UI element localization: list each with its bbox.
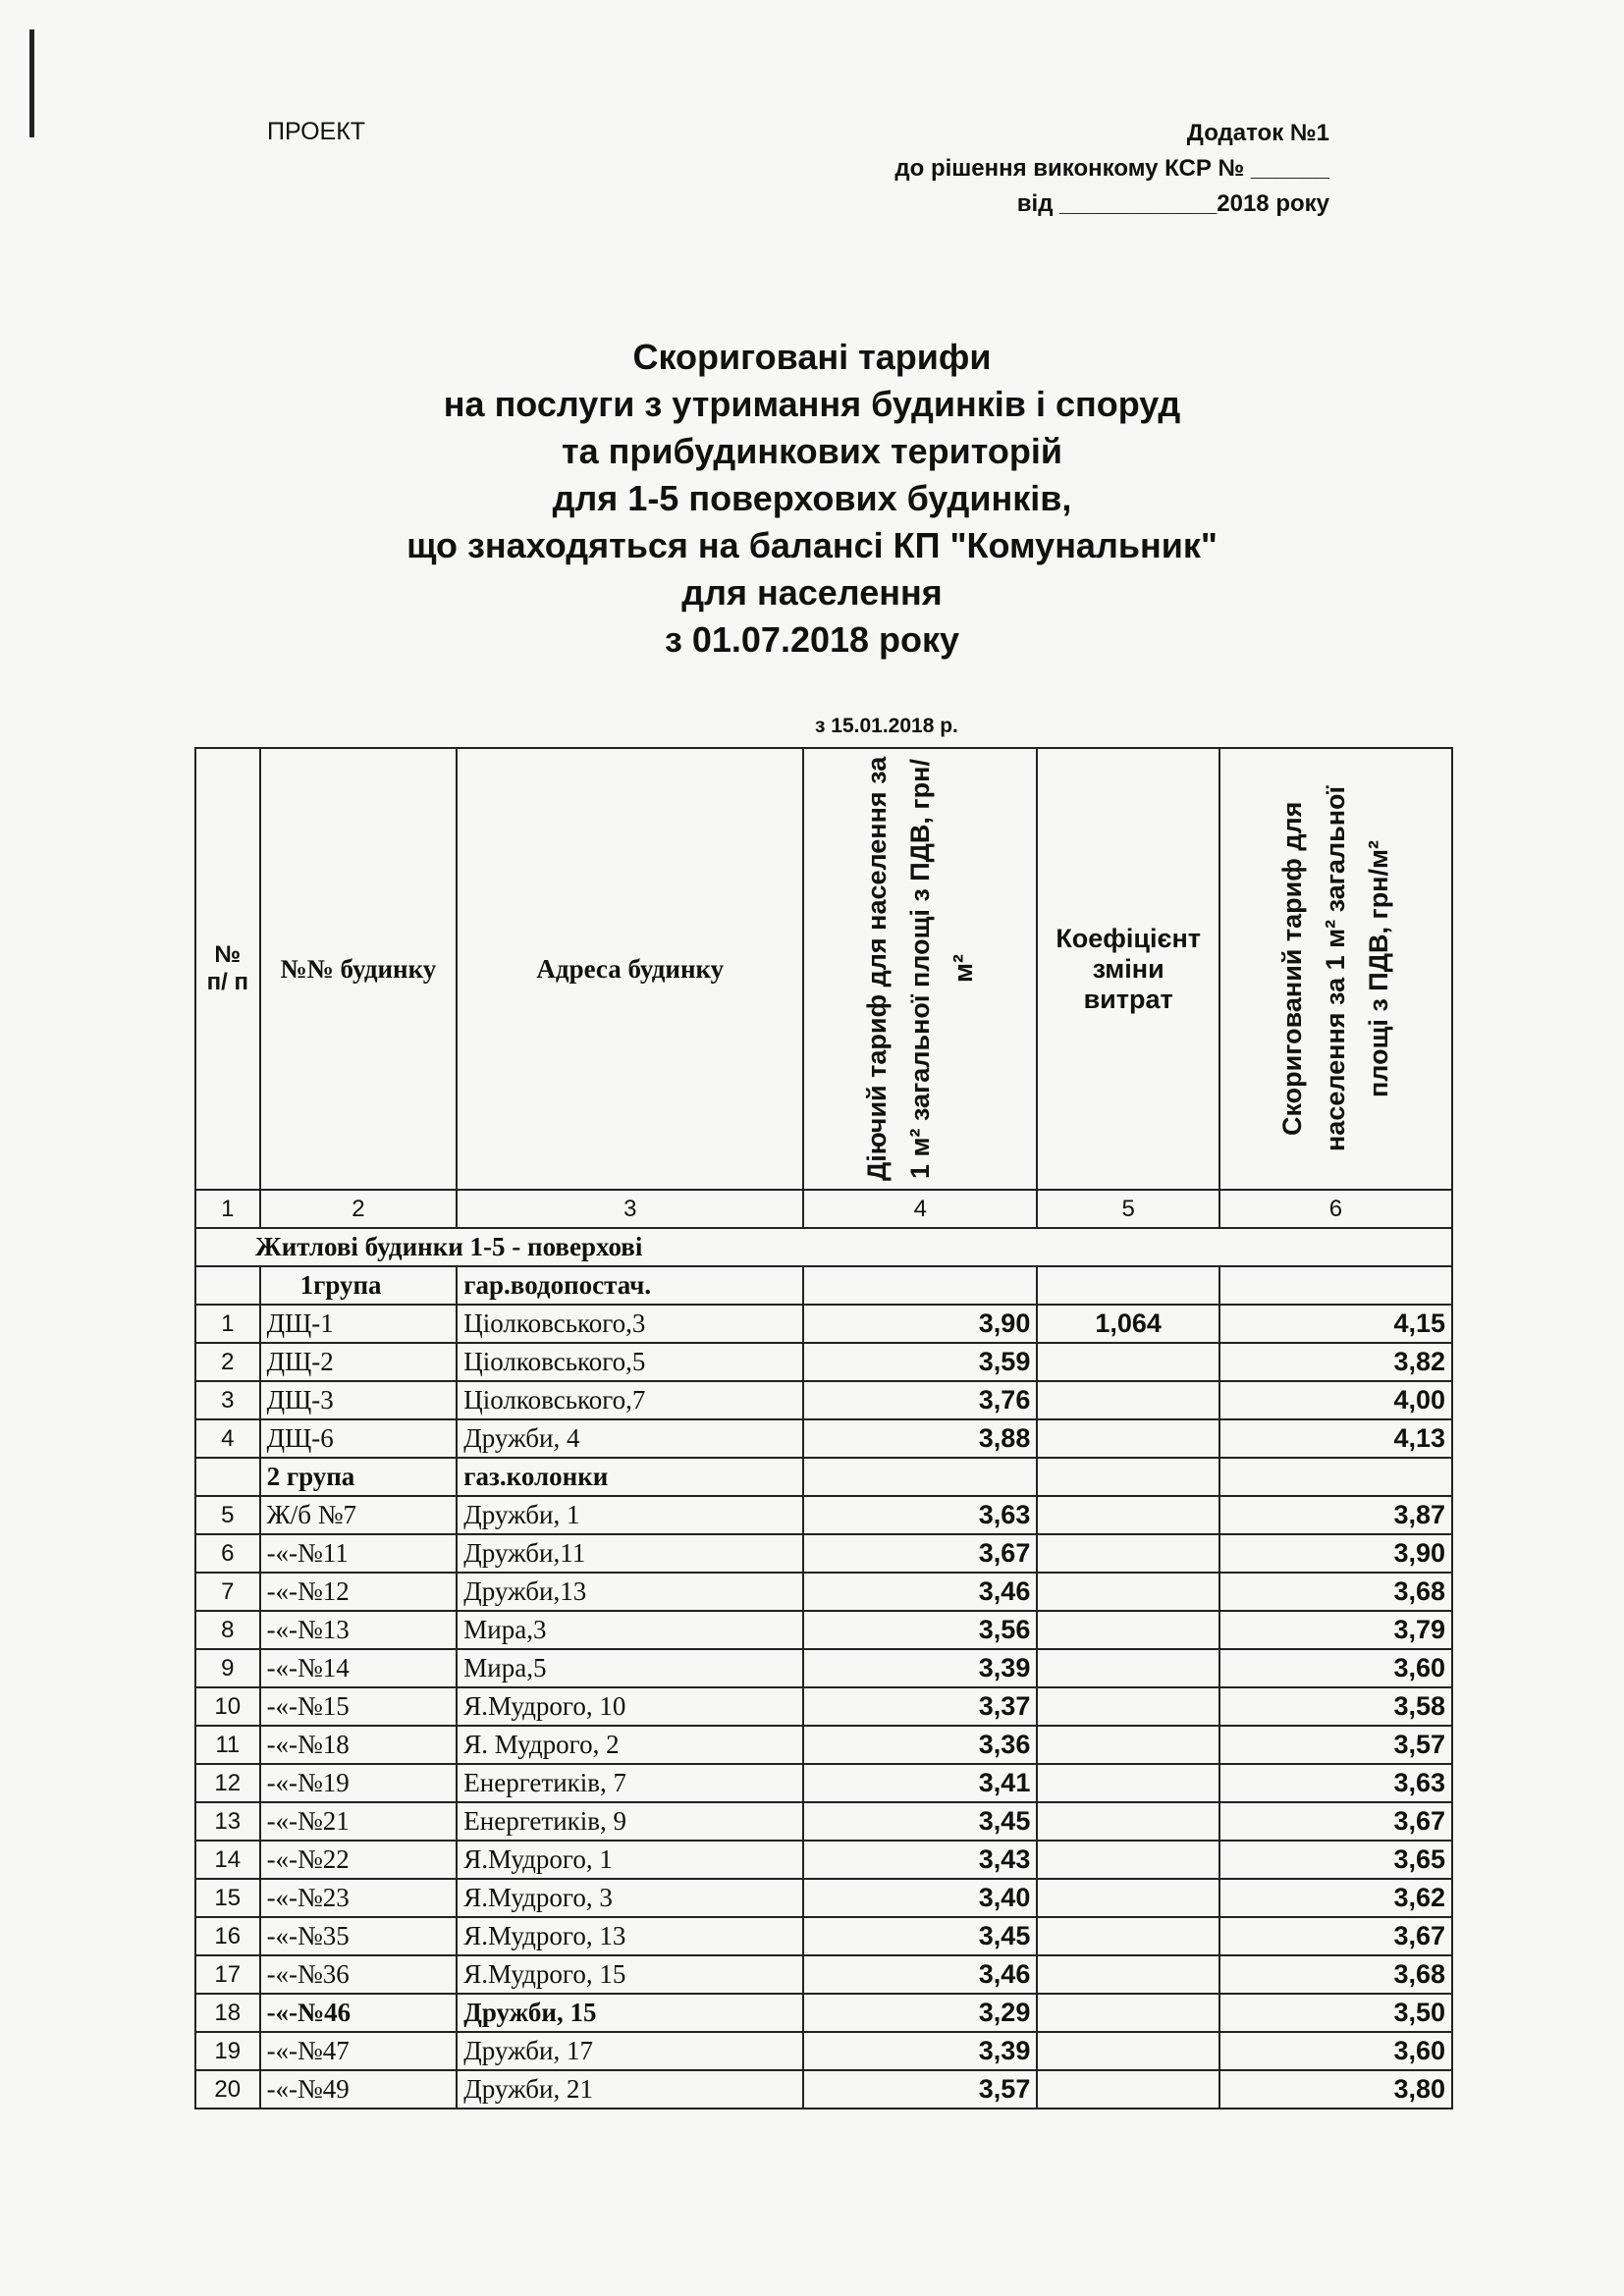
coefficient: [1037, 1879, 1219, 1917]
table-row: [195, 1726, 1452, 1764]
house-address: Я.Мудрого, 1: [457, 1841, 803, 1879]
current-tariff: 3,45: [803, 1802, 1037, 1841]
row-number: 19: [195, 2032, 260, 2070]
house-address: Дружби, 17: [457, 2032, 803, 2070]
table-row: [195, 1687, 1452, 1726]
house-number: Ж/б №7: [260, 1496, 458, 1534]
adjusted-tariff: 3,58: [1219, 1687, 1452, 1726]
row-number: 10: [195, 1687, 260, 1726]
house-number: -«-№47: [260, 2032, 458, 2070]
table-row: [195, 1343, 1452, 1381]
adjusted-tariff: 3,90: [1219, 1534, 1452, 1573]
adjusted-tariff: 3,67: [1219, 1802, 1452, 1841]
group-type: гар.водопостач.: [457, 1266, 803, 1305]
house-number: -«-№15: [260, 1687, 458, 1726]
row-number: 4: [195, 1419, 260, 1458]
adjusted-tariff: 3,60: [1219, 2032, 1452, 2070]
house-address: Дружби,13: [457, 1573, 803, 1611]
house-number: -«-№12: [260, 1573, 458, 1611]
house-address: Дружби,11: [457, 1534, 803, 1573]
coefficient: [1037, 1802, 1219, 1841]
col-number: 4: [803, 1190, 1037, 1228]
house-address: Ціолковського,3: [457, 1305, 803, 1343]
adjusted-tariff: 3,80: [1219, 2070, 1452, 2109]
row-number: 9: [195, 1649, 260, 1687]
coefficient: [1037, 1343, 1219, 1381]
table-row: [195, 2070, 1452, 2109]
house-address: Я.Мудрого, 15: [457, 1955, 803, 1994]
header-house: №№ будинку: [260, 748, 458, 1190]
house-number: -«-№18: [260, 1726, 458, 1764]
adjusted-tariff: 3,67: [1219, 1917, 1452, 1955]
group-blank: [1037, 1266, 1219, 1305]
adjusted-tariff: 3,62: [1219, 1879, 1452, 1917]
coefficient: [1037, 1994, 1219, 2032]
table-row: [195, 1381, 1452, 1419]
current-tariff: 3,46: [803, 1955, 1037, 1994]
adjusted-tariff: 4,15: [1219, 1305, 1452, 1343]
col-number: 2: [260, 1190, 458, 1228]
house-number: -«-№11: [260, 1534, 458, 1573]
group-blank: [195, 1458, 260, 1496]
coefficient: [1037, 1381, 1219, 1419]
adjusted-tariff: 3,50: [1219, 1994, 1452, 2032]
group-row: [195, 1458, 1452, 1496]
group-blank: [803, 1458, 1037, 1496]
current-tariff: 3,90: [803, 1305, 1037, 1343]
house-number: -«-№13: [260, 1611, 458, 1649]
appendix-date: від ____________2018 року: [1016, 190, 1329, 217]
house-number: ДЩ-2: [260, 1343, 458, 1381]
table-row: [195, 1802, 1452, 1841]
current-tariff: 3,67: [803, 1534, 1037, 1573]
row-number: 2: [195, 1343, 260, 1381]
table-row: [195, 1879, 1452, 1917]
house-address: Я.Мудрого, 10: [457, 1687, 803, 1726]
current-tariff: 3,43: [803, 1841, 1037, 1879]
coefficient: [1037, 1573, 1219, 1611]
house-address: Енергетиків, 9: [457, 1802, 803, 1841]
row-number: 1: [195, 1305, 260, 1343]
house-number: -«-№49: [260, 2070, 458, 2109]
current-tariff: 3,57: [803, 2070, 1037, 2109]
table-row: [195, 1649, 1452, 1687]
group-label: 1група: [260, 1266, 458, 1305]
coefficient: [1037, 1841, 1219, 1879]
row-number: 3: [195, 1381, 260, 1419]
row-number: 13: [195, 1802, 260, 1841]
table-row: [195, 1534, 1452, 1573]
house-number: -«-№22: [260, 1841, 458, 1879]
table-row: [195, 1496, 1452, 1534]
adjusted-tariff: 3,65: [1219, 1841, 1452, 1879]
group-blank: [195, 1266, 260, 1305]
col-number: 3: [457, 1190, 803, 1228]
title-line: що знаходяться на балансі КП "Комунальник": [406, 525, 1218, 565]
house-address: Мира,5: [457, 1649, 803, 1687]
row-number: 5: [195, 1496, 260, 1534]
col-number: 6: [1219, 1190, 1452, 1228]
group-blank: [803, 1266, 1037, 1305]
row-number: 15: [195, 1879, 260, 1917]
header-adjusted-tariff-text: Скоригований тариф для населення за 1 м² загальної площі з ПДВ, грн/м²: [1277, 785, 1394, 1152]
table-row: [195, 1419, 1452, 1458]
header-num: № п/ п: [195, 748, 260, 1190]
adjusted-tariff: 3,57: [1219, 1726, 1452, 1764]
header-coefficient: Коефіцієнт зміни витрат: [1037, 748, 1219, 1190]
current-tariff: 3,45: [803, 1917, 1037, 1955]
house-number: -«-№36: [260, 1955, 458, 1994]
table-row: [195, 1955, 1452, 1994]
table-row: [195, 1611, 1452, 1649]
row-number: 17: [195, 1955, 260, 1994]
current-tariff: 3,63: [803, 1496, 1037, 1534]
table-row: [195, 2032, 1452, 2070]
house-number: -«-№14: [260, 1649, 458, 1687]
adjusted-tariff: 3,79: [1219, 1611, 1452, 1649]
table-row: [195, 1994, 1452, 2032]
group-label: 2 група: [260, 1458, 458, 1496]
adjusted-tariff: 3,87: [1219, 1496, 1452, 1534]
current-tariff: 3,56: [803, 1611, 1037, 1649]
coefficient: [1037, 1649, 1219, 1687]
coefficient: [1037, 1611, 1219, 1649]
table-row: [195, 1841, 1452, 1879]
group-type: газ.колонки: [457, 1458, 803, 1496]
table-row: [195, 1305, 1452, 1343]
house-number: ДЩ-6: [260, 1419, 458, 1458]
house-address: Ціолковського,7: [457, 1381, 803, 1419]
house-address: Енергетиків, 7: [457, 1764, 803, 1802]
adjusted-tariff: 3,68: [1219, 1573, 1452, 1611]
coefficient: [1037, 2070, 1219, 2109]
house-address: Дружби, 15: [457, 1994, 803, 2032]
house-address: Дружби, 1: [457, 1496, 803, 1534]
title-line: на послуги з утримання будинків і споруд: [443, 384, 1181, 424]
col-number: 5: [1037, 1190, 1219, 1228]
coefficient: [1037, 1419, 1219, 1458]
current-tariff: 3,39: [803, 1649, 1037, 1687]
row-number: 8: [195, 1611, 260, 1649]
table-row: [195, 1917, 1452, 1955]
tariff-date-note: з 15.01.2018 р.: [815, 715, 958, 737]
house-address: Я. Мудрого, 2: [457, 1726, 803, 1764]
house-address: Я.Мудрого, 13: [457, 1917, 803, 1955]
current-tariff: 3,36: [803, 1726, 1037, 1764]
coefficient: [1037, 1496, 1219, 1534]
current-tariff: 3,29: [803, 1994, 1037, 2032]
tariff-table: [194, 747, 1453, 2109]
title-line: для 1-5 поверхових будинків,: [552, 478, 1072, 518]
title-line: Скориговані тарифи: [632, 337, 992, 377]
table-header-row: [195, 748, 1452, 1190]
project-label: ПРОЕКТ: [267, 118, 366, 145]
house-address: Дружби, 21: [457, 2070, 803, 2109]
appendix-decision: до рішення виконкому КСР № ______: [894, 155, 1329, 182]
section-title: Житлові будинки 1-5 - поверхові: [195, 1228, 1452, 1266]
adjusted-tariff: 3,63: [1219, 1764, 1452, 1802]
row-number: 11: [195, 1726, 260, 1764]
house-number: -«-№19: [260, 1764, 458, 1802]
adjusted-tariff: 3,60: [1219, 1649, 1452, 1687]
coefficient: [1037, 1726, 1219, 1764]
current-tariff: 3,76: [803, 1381, 1037, 1419]
appendix-block: [894, 116, 1329, 222]
row-number: 14: [195, 1841, 260, 1879]
title-line: для населення: [681, 572, 943, 613]
coefficient: [1037, 1764, 1219, 1802]
coefficient: [1037, 1687, 1219, 1726]
table-row: [195, 1573, 1452, 1611]
house-address: Я.Мудрого, 3: [457, 1879, 803, 1917]
title-line: з 01.07.2018 року: [664, 619, 960, 660]
adjusted-tariff: 4,13: [1219, 1419, 1452, 1458]
row-number: 7: [195, 1573, 260, 1611]
adjusted-tariff: 3,82: [1219, 1343, 1452, 1381]
house-number: ДЩ-3: [260, 1381, 458, 1419]
col-number: 1: [195, 1190, 260, 1228]
group-blank: [1219, 1266, 1452, 1305]
row-number: 18: [195, 1994, 260, 2032]
title-line: та прибудинкових територій: [562, 431, 1062, 471]
column-number-row: [195, 1190, 1452, 1228]
group-row: [195, 1266, 1452, 1305]
coefficient: [1037, 1917, 1219, 1955]
header-address: Адреса будинку: [457, 748, 803, 1190]
house-number: -«-№23: [260, 1879, 458, 1917]
current-tariff: 3,88: [803, 1419, 1037, 1458]
house-address: Дружби, 4: [457, 1419, 803, 1458]
current-tariff: 3,39: [803, 2032, 1037, 2070]
current-tariff: 3,46: [803, 1573, 1037, 1611]
coefficient: [1037, 2032, 1219, 2070]
coefficient: [1037, 1955, 1219, 1994]
current-tariff: 3,59: [803, 1343, 1037, 1381]
coefficient: [1037, 1534, 1219, 1573]
row-number: 6: [195, 1534, 260, 1573]
appendix-title: Додаток №1: [1186, 120, 1329, 146]
scan-edge-mark: [29, 29, 34, 137]
house-number: -«-№35: [260, 1917, 458, 1955]
current-tariff: 3,37: [803, 1687, 1037, 1726]
current-tariff: 3,41: [803, 1764, 1037, 1802]
group-blank: [1037, 1458, 1219, 1496]
row-number: 12: [195, 1764, 260, 1802]
adjusted-tariff: 3,68: [1219, 1955, 1452, 1994]
table-row: [195, 1764, 1452, 1802]
house-address: Мира,3: [457, 1611, 803, 1649]
house-address: Ціолковського,5: [457, 1343, 803, 1381]
section-row: [195, 1228, 1452, 1266]
house-number: -«-№21: [260, 1802, 458, 1841]
header-current-tariff: [803, 748, 1037, 1190]
group-blank: [1219, 1458, 1452, 1496]
row-number: 20: [195, 2070, 260, 2109]
current-tariff: 3,40: [803, 1879, 1037, 1917]
house-number: -«-№46: [260, 1994, 458, 2032]
row-number: 16: [195, 1917, 260, 1955]
header-current-tariff-text: Діючий тариф для населення за 1 м² загальної площі з ПДВ, грн/м²: [862, 756, 979, 1182]
coefficient: 1,064: [1037, 1305, 1219, 1343]
document-title: [0, 334, 1624, 664]
house-number: ДЩ-1: [260, 1305, 458, 1343]
adjusted-tariff: 4,00: [1219, 1381, 1452, 1419]
header-adjusted-tariff: [1219, 748, 1452, 1190]
